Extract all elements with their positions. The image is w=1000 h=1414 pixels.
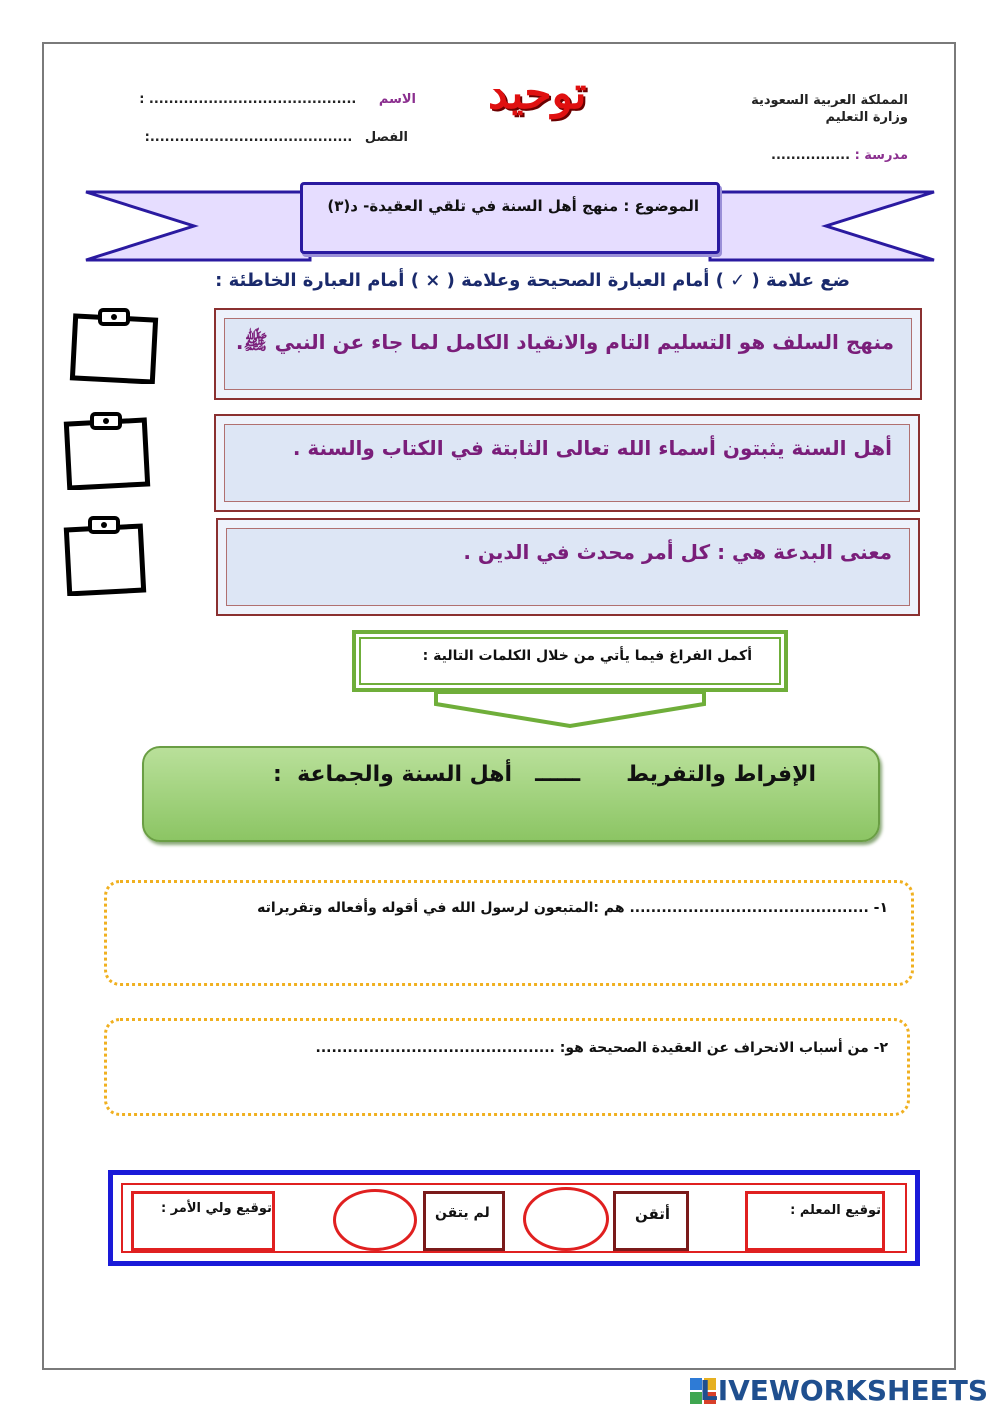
statement-3: [216, 518, 920, 616]
class-field[interactable]: .........................................:: [144, 130, 353, 145]
school-dots[interactable]: ................: [771, 148, 851, 163]
header-kingdom: المملكة العربية السعودية: [751, 93, 908, 108]
question-2-box: [104, 1018, 910, 1116]
answer-box-1-icon[interactable]: [68, 306, 160, 384]
teacher-signature-box[interactable]: [745, 1191, 885, 1251]
question-1-box: [104, 880, 914, 986]
school-line: [771, 148, 908, 163]
signature-panel: [108, 1170, 920, 1266]
name-label: الاسم: [378, 92, 416, 107]
teacher-signature-label: توقيع المعلم :: [790, 1203, 881, 1218]
name-line: [136, 92, 416, 107]
header-ministry: وزارة التعليم: [825, 110, 908, 125]
not-mastered-box[interactable]: [423, 1191, 505, 1251]
fill-in-instruction-box: [352, 630, 788, 692]
statement-2-text: أهل السنة يثبتون أسماء الله تعالى الثابتة في الكتاب والسنة .: [292, 436, 892, 460]
fill-in-instruction: أكمل الفراغ فيما يأتي من خلال الكلمات التالية :: [422, 648, 752, 664]
name-field[interactable]: .......................................... :: [139, 92, 357, 107]
statement-1-text: منهج السلف هو التسليم التام والانقياد الكامل لما جاء عن النبي ﷺ.: [235, 330, 894, 354]
answer-box-3-icon[interactable]: [62, 514, 150, 596]
school-label: مدرسة :: [854, 148, 908, 163]
guardian-signature-label: توقيع ولي الأمر :: [161, 1201, 272, 1216]
ribbon-left-tail: [86, 192, 310, 260]
liveworksheets-brand[interactable]: LIVEWORKSHEETS: [699, 1374, 988, 1407]
class-line: [136, 130, 408, 145]
word-bank-bar: [142, 746, 880, 842]
true-false-instruction: ضع علامة ( ✓ ) أمام العبارة الصحيحة وعلامة ( × ) أمام العبارة الخاطئة :: [215, 270, 850, 291]
down-arrow-icon: [432, 690, 708, 730]
mastered-label: أتقن: [635, 1205, 671, 1223]
guardian-signature-box[interactable]: [131, 1191, 275, 1251]
mastered-mark-circle[interactable]: [523, 1187, 609, 1251]
statement-3-text: معنى البدعة هي : كل أمر محدث في الدين .: [463, 540, 892, 564]
not-mastered-mark-circle[interactable]: [333, 1189, 417, 1251]
word-bank-text: الإفراط والتفريط ــــــ أهل السنة والجماعة :: [273, 762, 816, 787]
header-kingdom-block: [751, 92, 908, 126]
ribbon-right-tail: [710, 192, 934, 260]
topic-text: الموضوع : منهج أهل السنة في تلقي العقيدة- د(٣): [327, 197, 699, 215]
answer-box-2-icon[interactable]: [62, 410, 154, 490]
statement-2: [214, 414, 920, 512]
subject-title: توحيد: [488, 68, 587, 119]
topic-banner: [300, 182, 720, 254]
not-mastered-label: لم يتقن: [435, 1205, 490, 1221]
question-2-text[interactable]: ٢- من أسباب الانحراف عن العقيدة الصحيحة هو: .............................................: [315, 1040, 888, 1056]
question-1-text[interactable]: ١- ............................................. هم :المتبعون لرسول الله في أقوله وأفعاله وتقريراته: [257, 900, 888, 916]
class-label: الفصل: [364, 130, 408, 145]
statement-1: [214, 308, 922, 400]
